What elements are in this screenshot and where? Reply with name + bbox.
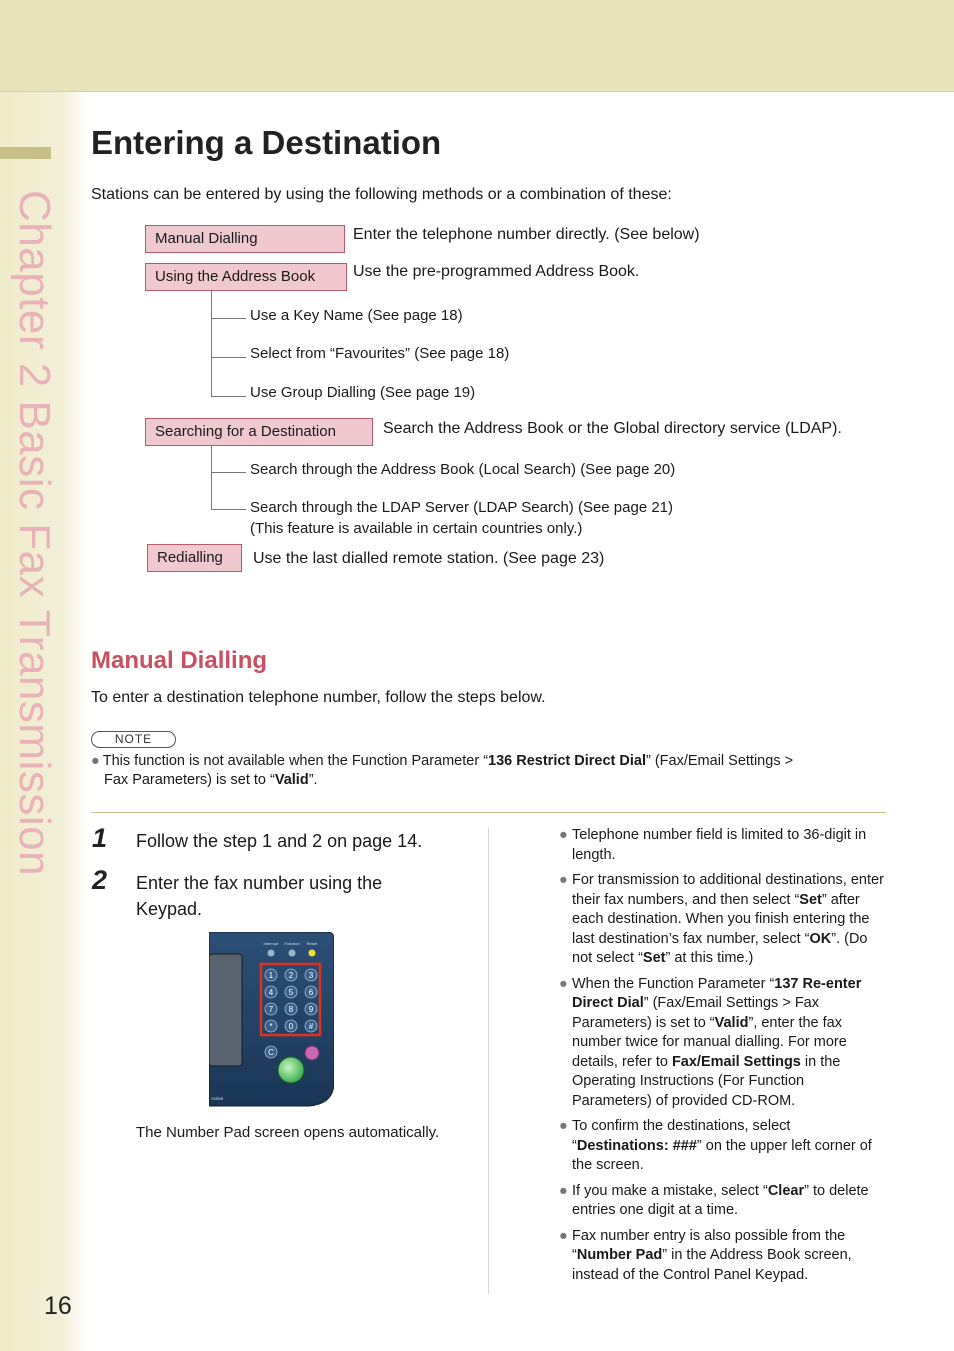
sub-item: Select from “Favourites” (See page 18): [250, 345, 510, 362]
stop-button-icon: [305, 1046, 319, 1060]
interrupt-button-icon: [268, 950, 275, 957]
sub-item: Use a Key Name (See page 18): [250, 307, 463, 324]
method-desc-manual-dialling: Enter the telephone number directly. (See below): [353, 226, 700, 243]
tree-line: [211, 291, 212, 397]
sub-item: Search through the Address Book (Local Search) (See page 20): [250, 461, 676, 478]
tree-branch: [211, 318, 246, 319]
method-box-manual-dialling: Manual Dialling: [145, 225, 345, 253]
sidebar-tab-marker: [0, 147, 51, 159]
keypad-key-label: #: [308, 1022, 314, 1031]
active-label: Active: [211, 1096, 224, 1101]
page-title: Entering a Destination: [91, 124, 442, 161]
note-bullet-item: ● When the Function Parameter “137 Re-enter Direct Dial” (Fax/Email Settings > Fax Parameters) is set to “Valid”, enter the fax number twice for manual dialling. For more details, refer to Fax/Email Settings in the Operating Instructions (For Function Parameters) of provided CD-ROM.: [559, 975, 862, 1109]
keypad-key-label: 3: [308, 971, 314, 980]
keypad-key-label: 8: [288, 1005, 294, 1014]
keypad-key-label: 2: [288, 971, 294, 980]
bullet-icon: ●: [91, 753, 100, 769]
page-number: 16: [44, 1292, 72, 1320]
keypad-key-label: 0: [288, 1022, 294, 1031]
notes-list: [559, 826, 887, 1291]
tree-branch: [211, 357, 246, 358]
keypad-key-label: 7: [268, 1005, 274, 1014]
tree-branch: [211, 509, 246, 510]
note-bullet-item: ● Telephone number field is limited to 36-digit in length.: [559, 827, 867, 863]
intro-text: Stations can be entered by using the following methods or a combination of these:: [91, 186, 672, 203]
sub-item: Search through the LDAP Server (LDAP Search) (See page 21): [250, 499, 674, 516]
method-desc-redialling: Use the last dialled remote station. (See page 23): [253, 550, 605, 567]
method-box-address-book: Using the Address Book: [145, 263, 347, 291]
bullet-icon: ●: [559, 827, 568, 843]
keypad-label-function: Function: [284, 941, 300, 946]
bullet-icon: ●: [559, 872, 568, 888]
note-bullet-item: ● For transmission to additional destinations, enter their fax numbers, and then select “Set” after each destination. When you finish entering the last destination’s fax number, select “OK”. (Do not select “Set” at this time.): [559, 872, 884, 966]
keypad-key-label: *: [269, 1022, 273, 1031]
keypad-key-label: 5: [288, 988, 294, 997]
section-divider: [91, 812, 886, 813]
header-band: [0, 0, 954, 92]
note-label: NOTE: [91, 731, 176, 748]
method-box-searching: Searching for a Destination: [145, 418, 373, 446]
keypad-caption: The Number Pad screen opens automatically.: [136, 1124, 440, 1141]
clear-key-label: C: [268, 1048, 274, 1057]
keypad-label-reset: Reset: [306, 941, 318, 946]
note-bullet-item: ● To confirm the destinations, select “Destinations: ###” on the upper left corner of the screen.: [559, 1118, 872, 1173]
keypad-illustration: [209, 932, 334, 1108]
method-box-redialling: Redialling: [147, 544, 242, 572]
keypad-key-label: 1: [268, 971, 274, 980]
tree-branch: [211, 396, 246, 397]
tree-branch: [211, 472, 246, 473]
start-button-icon: [278, 1057, 304, 1083]
keypad-key-label: 6: [308, 988, 314, 997]
tree-line: [211, 446, 212, 509]
section-intro: To enter a destination telephone number, follow the steps below.: [91, 689, 546, 706]
keypad-key-label: 4: [268, 988, 274, 997]
sub-item: Use Group Dialling (See page 19): [250, 384, 476, 401]
section-heading: Manual Dialling: [91, 647, 268, 674]
function-button-icon: [289, 950, 296, 957]
step-text: Follow the step 1 and 2 on page 14.: [136, 831, 423, 851]
method-desc-searching: Search the Address Book or the Global directory service (LDAP).: [383, 420, 842, 437]
chapter-title: Chapter 2 Basic Fax Transmission: [10, 190, 59, 877]
column-divider: [488, 828, 489, 1294]
bullet-icon: ●: [559, 1118, 568, 1134]
step-number: 1: [92, 823, 108, 853]
step-number: 2: [92, 865, 108, 895]
note-text: ● This function is not available when the Function Parameter “136 Restrict Direct Dial” (Fax/Email Settings > Fax Parameters) is set to “Valid”.: [91, 753, 794, 788]
step-text: Enter the fax number using the Keypad.: [136, 873, 383, 919]
keypad-key-label: 9: [308, 1005, 314, 1014]
bullet-icon: ●: [559, 1227, 568, 1244]
note-bullet-item: ● Fax number entry is also possible from the “Number Pad” in the Address Book screen, instead of the Control Panel Keypad.: [559, 1227, 852, 1283]
method-desc-address-book: Use the pre-programmed Address Book.: [353, 263, 640, 280]
reset-button-icon: [309, 950, 316, 957]
bullet-icon: ●: [559, 975, 568, 992]
keypad-label-interrupt: Interrupt: [263, 941, 279, 946]
bullet-icon: ●: [559, 1182, 568, 1199]
sub-item-note: (This feature is available in certain countries only.): [250, 520, 583, 537]
note-bullet-item: ● If you make a mistake, select “Clear” to delete entries one digit at a time.: [559, 1182, 869, 1218]
